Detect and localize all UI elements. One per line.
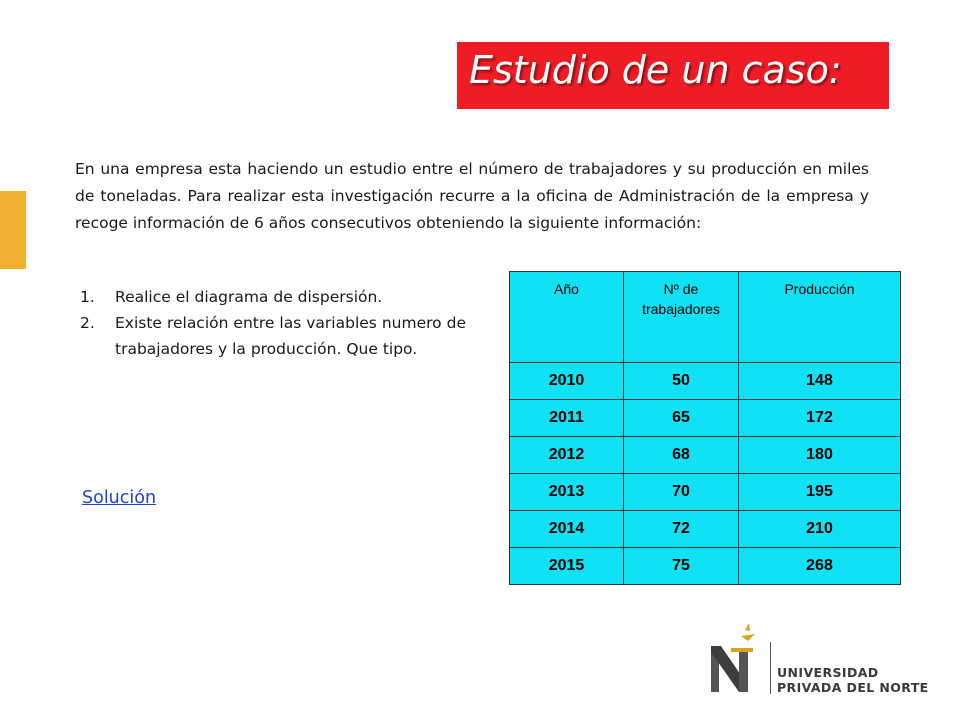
production-cell: 180 <box>739 437 901 474</box>
year-cell: 2010 <box>510 363 624 400</box>
logo-text-line1: UNIVERSIDAD <box>777 665 879 680</box>
column-header-production: Producción <box>739 272 901 363</box>
workers-cell: 75 <box>624 548 739 585</box>
accent-bar <box>0 191 26 269</box>
question-number: 1. <box>80 288 95 306</box>
workers-cell: 50 <box>624 363 739 400</box>
year-cell: 2011 <box>510 400 624 437</box>
production-cell: 195 <box>739 474 901 511</box>
question-list <box>80 284 466 362</box>
logo-n-icon <box>707 622 769 696</box>
question-item <box>80 284 466 310</box>
production-cell: 268 <box>739 548 901 585</box>
question-item <box>80 310 466 362</box>
year-cell: 2015 <box>510 548 624 585</box>
solution-link[interactable]: Solución <box>82 488 157 508</box>
question-text: Existe relación entre las variables numero de trabajadores y la producción. Que tipo. <box>115 314 466 358</box>
column-header-workers: Nº de trabajadores <box>624 272 739 363</box>
table-row <box>510 548 901 585</box>
page-title: Estudio de un caso: <box>469 48 842 92</box>
production-cell: 148 <box>739 363 901 400</box>
workers-cell: 70 <box>624 474 739 511</box>
intro-paragraph: En una empresa esta haciendo un estudio entre el número de trabajadores y su producción en miles de toneladas. Para realizar esta investigación recurre a la oficina de Administración de la empresa y recoge información de 6 años consecutivos obteniendo la siguiente información: <box>75 160 869 232</box>
logo-text-line2: PRIVADA DEL NORTE <box>777 680 929 695</box>
year-cell: 2012 <box>510 437 624 474</box>
question-number: 2. <box>80 314 95 332</box>
year-cell: 2013 <box>510 474 624 511</box>
data-table <box>509 271 901 585</box>
table-row <box>510 437 901 474</box>
column-header-year: Año <box>510 272 624 363</box>
production-cell: 172 <box>739 400 901 437</box>
table-row <box>510 363 901 400</box>
workers-cell: 72 <box>624 511 739 548</box>
university-logo <box>707 622 937 700</box>
year-cell: 2014 <box>510 511 624 548</box>
table-row <box>510 474 901 511</box>
table-row <box>510 400 901 437</box>
question-text: Realice el diagrama de dispersión. <box>115 288 383 306</box>
table-row <box>510 511 901 548</box>
title-banner <box>457 42 889 109</box>
logo-separator <box>770 642 771 694</box>
production-cell: 210 <box>739 511 901 548</box>
workers-cell: 68 <box>624 437 739 474</box>
workers-cell: 65 <box>624 400 739 437</box>
table-header-row <box>510 272 901 363</box>
